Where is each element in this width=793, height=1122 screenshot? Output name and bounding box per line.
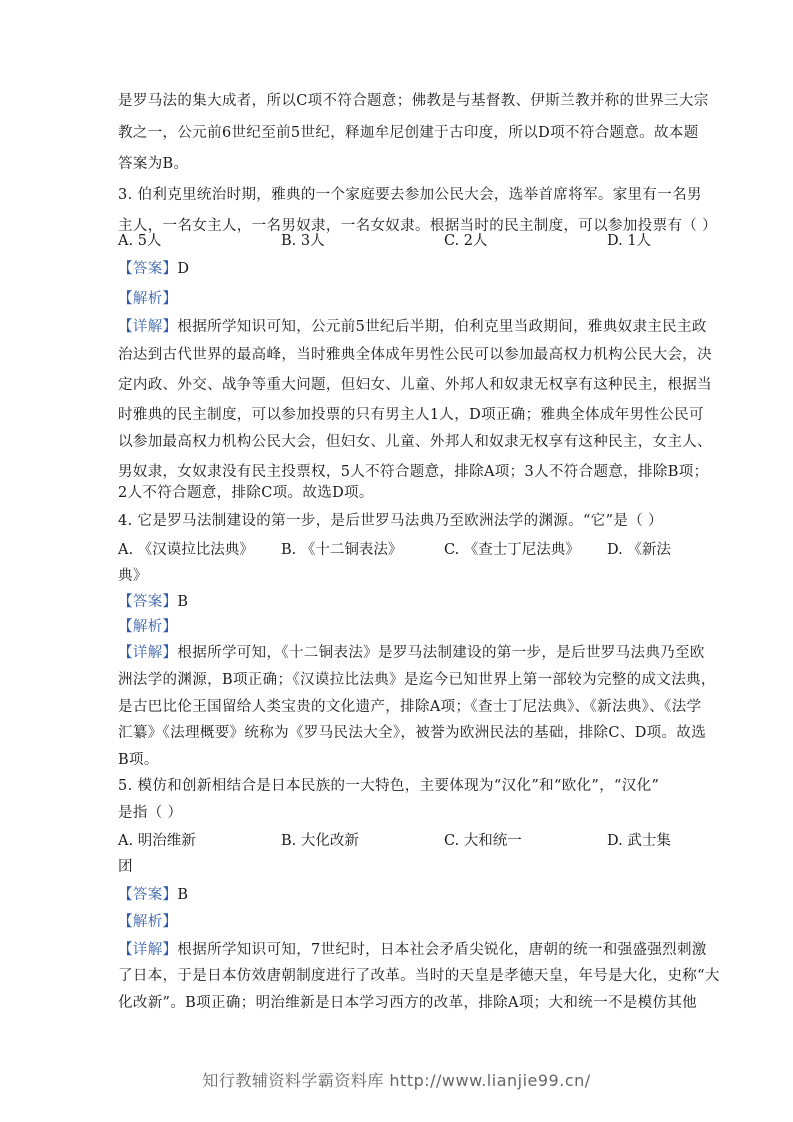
q4-detail: B项。 — [118, 752, 159, 768]
q4-answer — [118, 592, 188, 612]
q4-detail — [118, 643, 705, 663]
intro-line: 答案为B。 — [118, 156, 189, 172]
detail-tag: 【详解】 — [118, 319, 178, 335]
q3-detail: 时雅典的民主制度，可以参加投票的只有男主人1人，D项正确；雅典全体成年男性公民可 — [118, 407, 704, 423]
detail-text: 根据所学知识可知，公元前5世纪后半期，伯利克里当政期间，雅典奴隶主民主政 — [177, 319, 707, 335]
q3-option-d: D. 1人 — [607, 233, 652, 249]
answer-value: B — [177, 594, 189, 610]
detail-text: 根据所学知识可知，7世纪时，日本社会矛盾尖锐化，唐朝的统一和强盛强烈刺激 — [177, 942, 707, 958]
question-5-stem: 5. 模仿和创新相结合是日本民族的一大特色，主要体现为“汉化”和“欧化”，“汉化” — [118, 778, 660, 794]
question-3-stem: 主人，一名女主人，一名男奴隶，一名女奴隶。根据当时的民主制度，可以参加投票有（ ） — [118, 218, 717, 234]
q5-analysis-tag: 【解析】 — [118, 914, 178, 930]
q5-answer — [118, 885, 188, 905]
q5-option-c: C. 大和统一 — [444, 833, 522, 849]
q3-detail: 治达到古代世界的最高峰，当时雅典全体成年男性公民可以参加最高权力机构公民大会，决 — [118, 347, 712, 363]
footer-watermark: 知行教辅资料学霸资料库 http://www.lianjie99.cn/ — [202, 1071, 591, 1090]
detail-tag: 【详解】 — [118, 942, 178, 958]
q4-option-c: C. 《查士丁尼法典》 — [444, 542, 580, 558]
q3-detail: 以参加最高权力机构公民大会，但妇女、儿童、外邦人和奴隶无权享有这种民主，女主人、 — [118, 434, 712, 450]
q5-detail — [118, 940, 707, 960]
q3-detail — [118, 317, 707, 337]
q4-detail: 是古巴比伦王国留给人类宝贵的文化遗产，排除A项；《查士丁尼法典》、《新法典》、《法学 — [118, 699, 702, 715]
answer-tag: 【答案】 — [118, 594, 178, 610]
q3-option-c: C. 2人 — [444, 233, 488, 249]
q3-analysis-tag: 【解析】 — [118, 291, 178, 307]
q3-detail: 男奴隶，女奴隶没有民主投票权，5人不符合题意，排除A项；3人不符合题意，排除B项； — [118, 464, 709, 480]
q3-detail: 2人不符合题意，排除C项。故选D项。 — [118, 485, 374, 501]
answer-tag: 【答案】 — [118, 261, 178, 277]
answer-value: B — [177, 887, 189, 903]
q3-option-a: A. 5人 — [118, 233, 162, 249]
answer-tag: 【答案】 — [118, 887, 178, 903]
answer-value: D — [177, 261, 190, 277]
q4-option-d: D. 《新法 — [607, 542, 671, 558]
intro-line: 教之一，公元前6世纪至前5世纪，释迦牟尼创建于古印度，所以D项不符合题意。故本题 — [118, 125, 699, 141]
intro-line: 是罗马法的集大成者，所以C项不符合题意；佛教是与基督教、伊斯兰教并称的世界三大宗 — [118, 93, 709, 109]
q5-option-b: B. 大化改新 — [281, 833, 359, 849]
detail-text: 根据所学可知，《十二铜表法》是罗马法制建设的第一步，是后世罗马法典乃至欧 — [177, 645, 705, 661]
q5-option-d: D. 武士集 — [607, 833, 671, 849]
q5-detail: 了日本，于是日本仿效唐朝制度进行了改革。当时的天皇是孝德天皇，年号是大化，史称“大 — [118, 968, 720, 984]
q4-option-a: A. 《汉谟拉比法典》 — [118, 542, 254, 558]
q3-detail: 定内政、外交、战争等重大问题，但妇女、儿童、外邦人和奴隶无权享有这种民主，根据当 — [118, 377, 712, 393]
q5-option-a: A. 明治维新 — [118, 833, 196, 849]
question-4-stem: 4. 它是罗马法制建设的第一步，是后世罗马法典乃至欧洲法学的渊源。“它”是（ ） — [118, 513, 663, 529]
q3-answer — [118, 259, 189, 279]
q5-option-d-continued: 团 — [118, 859, 133, 875]
detail-tag: 【详解】 — [118, 645, 178, 661]
q4-analysis-tag: 【解析】 — [118, 619, 178, 635]
q5-detail: 化改新”。B项正确；明治维新是日本学习西方的改革，排除A项；大和统一不是模仿其他 — [118, 995, 698, 1011]
question-3-stem: 3. 伯利克里统治时期，雅典的一个家庭要去参加公民大会，选举首席将军。家里有一名男 — [118, 187, 702, 203]
q4-detail: 洲法学的渊源，B项正确；《汉谟拉比法典》是迄今已知世界上第一部较为完整的成文法典， — [118, 672, 716, 688]
q4-option-b: B. 《十二铜表法》 — [281, 542, 403, 558]
q3-option-b: B. 3人 — [281, 233, 325, 249]
q4-detail: 汇纂》《法理概要》统称为《罗马民法大全》，被誉为欧洲民法的基础，排除C、D项。故选 — [118, 725, 707, 741]
question-5-stem: 是指（ ） — [118, 805, 183, 821]
q4-option-d-continued: 典》 — [118, 568, 148, 584]
